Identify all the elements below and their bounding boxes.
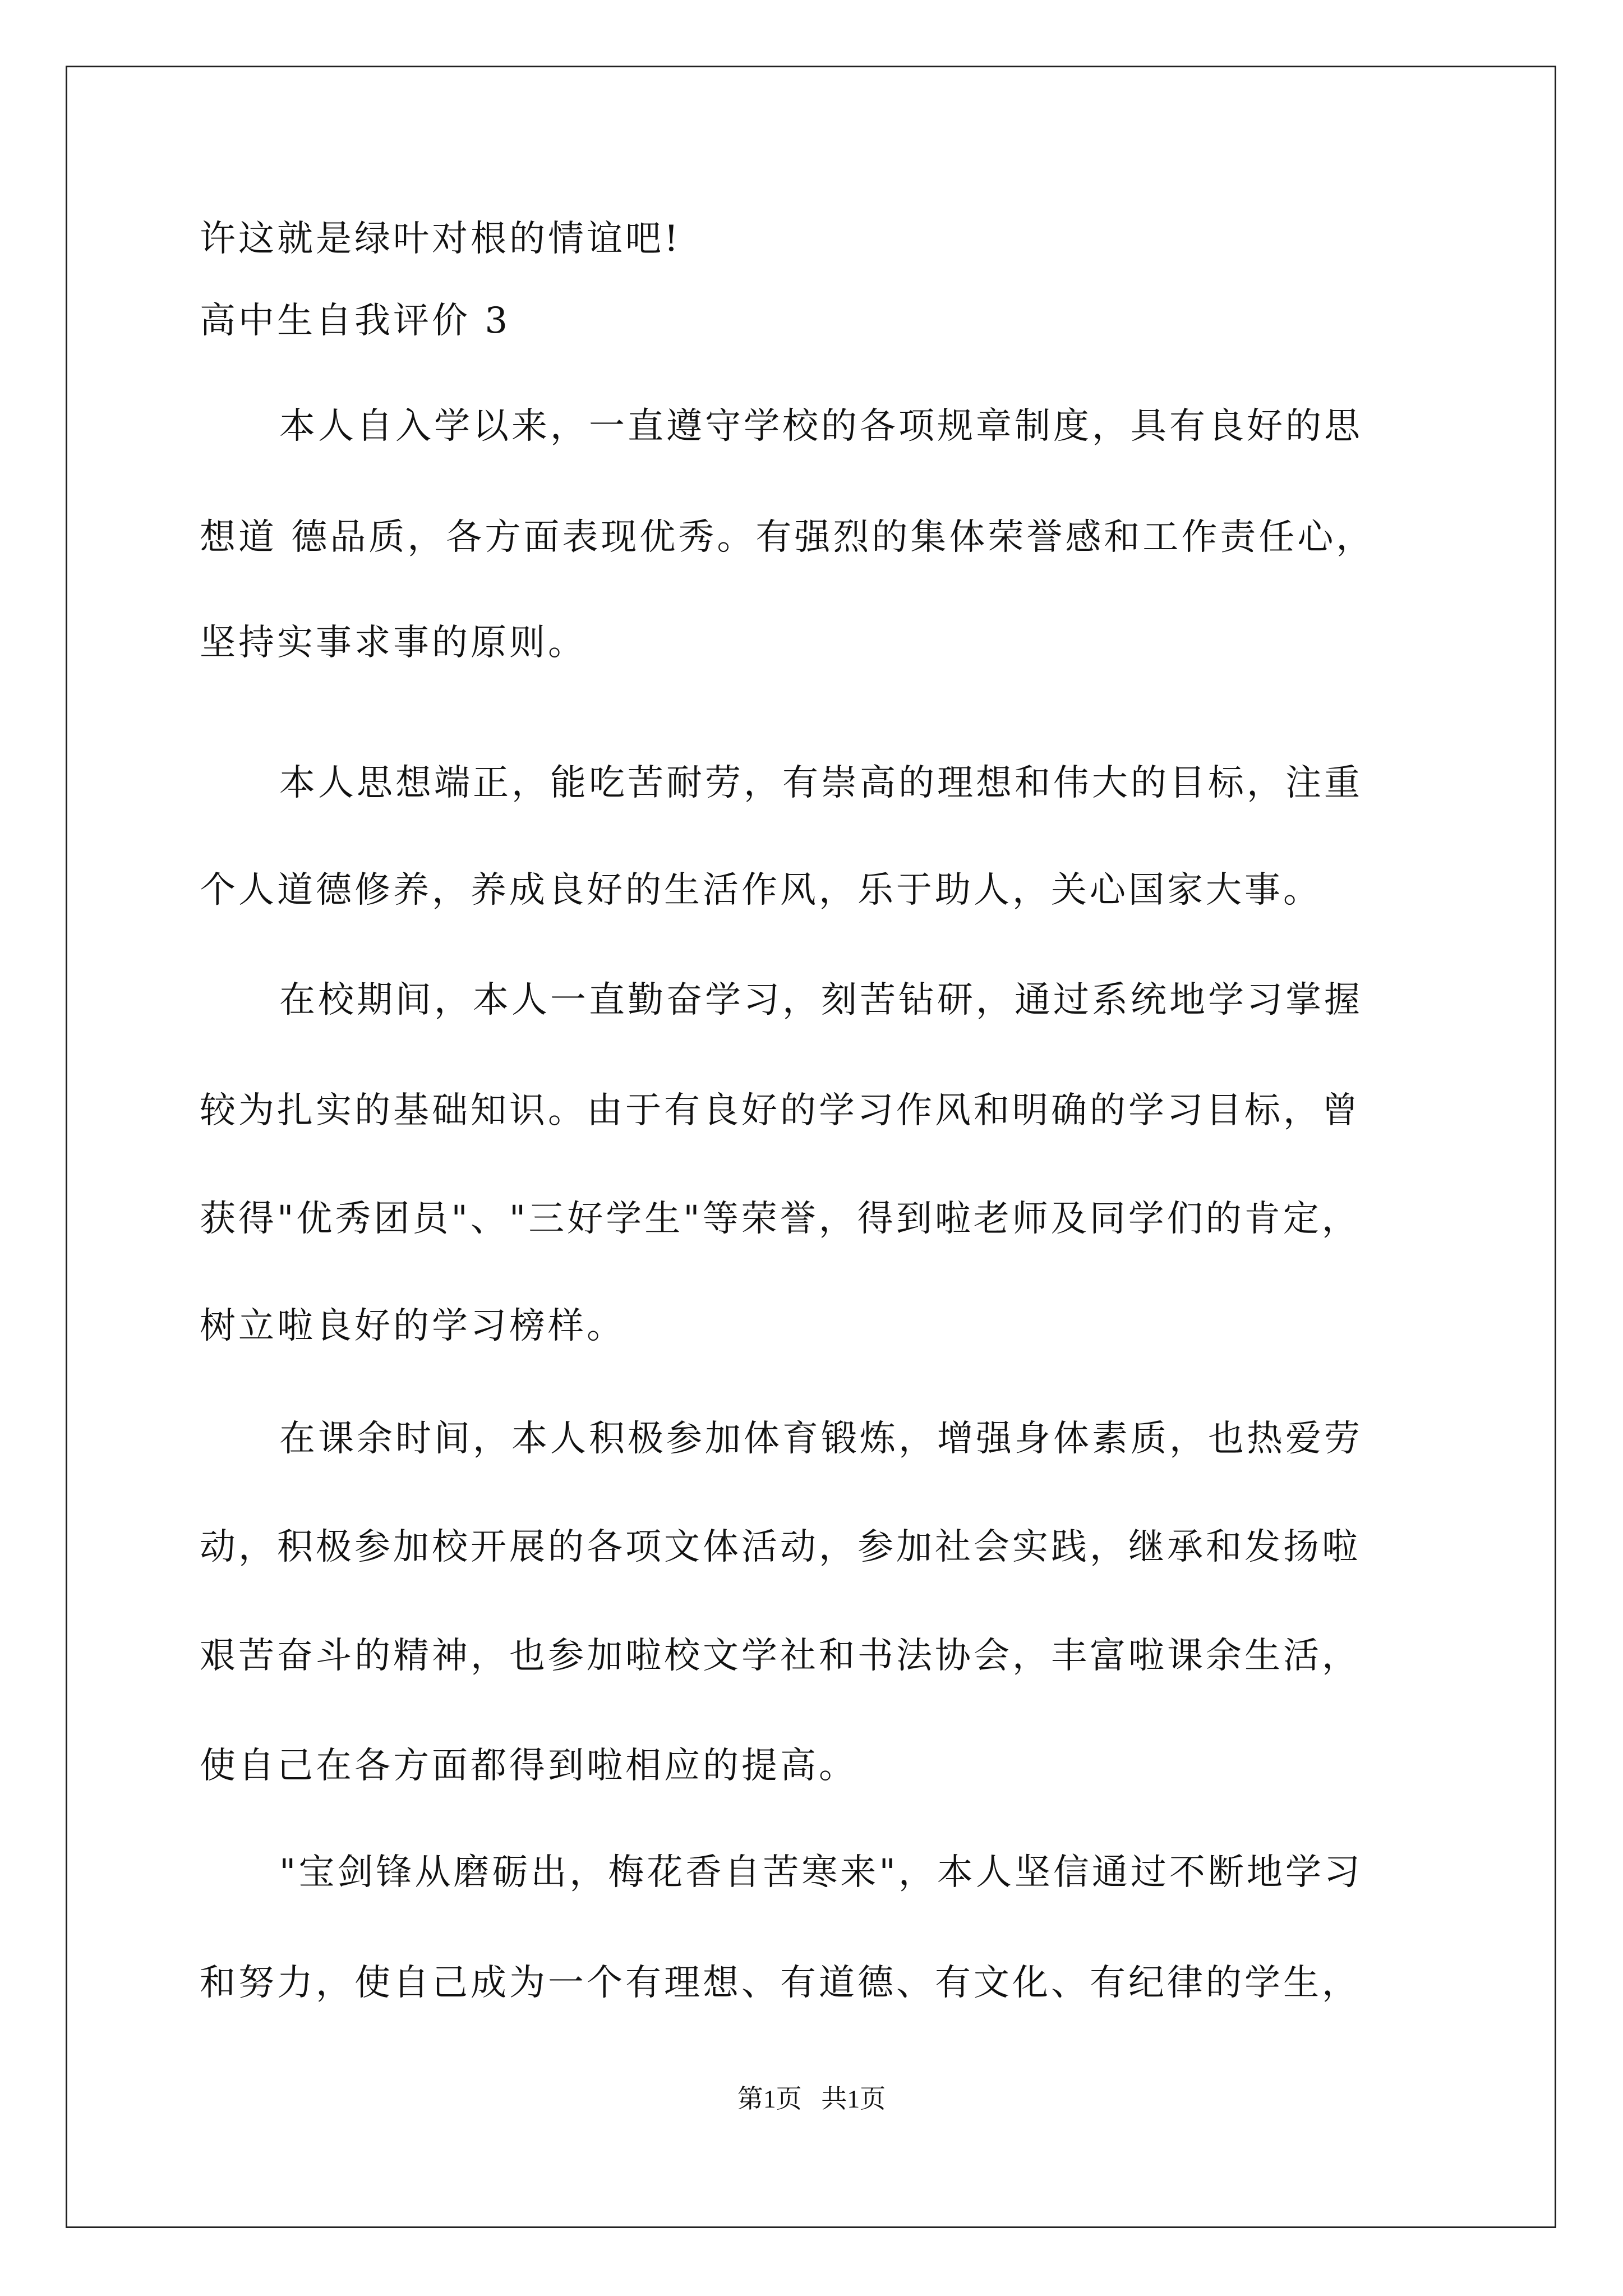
text-line: 坚持实事求事的原则。 <box>200 622 587 664</box>
text-line: 想道 德品质，各方面表现优秀。有强烈的集体荣誉感和工作责任心， <box>200 517 1375 558</box>
text-line: 和努力，使自己成为一个有理想、有道德、有文化、有纪律的学生， <box>200 1962 1361 2004</box>
text-line: 动，积极参加校开展的各项文体活动，参加社会实践，继承和发扬啦 <box>200 1526 1361 1568</box>
text-line: 本人自入学以来，一直遵守学校的各项规章制度，具有良好的思 <box>279 406 1363 447</box>
text-line: 本人思想端正，能吃苦耐劳，有崇高的理想和伟大的目标，注重 <box>279 762 1363 804</box>
section-heading: 高中生自我评价 3 <box>200 300 511 342</box>
text-line: 个人道德修养，养成良好的生活作风，乐于助人，关心国家大事。 <box>200 869 1322 911</box>
text-line: 在课余时间，本人积极参加体育锻炼，增强身体素质，也热爱劳 <box>279 1418 1363 1460</box>
text-line: "宝剑锋从磨砺出，梅花香自苦寒来"，本人坚信通过不断地学习 <box>279 1852 1363 1893</box>
page-border <box>66 66 1556 2228</box>
text-line: 较为扎实的基础知识。由于有良好的学习作风和明确的学习目标，曾 <box>200 1090 1361 1131</box>
text-line: 使自己在各方面都得到啦相应的提高。 <box>200 1745 857 1787</box>
page-number-footer: 第1页 共1页 <box>737 2085 886 2113</box>
text-line: 许这就是绿叶对根的情谊吧! <box>200 218 681 260</box>
text-line: 艰苦奋斗的精神，也参加啦校文学社和书法协会，丰富啦课余生活， <box>200 1635 1361 1677</box>
text-line: 在校期间，本人一直勤奋学习，刻苦钻研，通过系统地学习掌握 <box>279 979 1363 1021</box>
text-line: 获得"优秀团员"、"三好学生"等荣誉，得到啦老师及同学们的肯定， <box>200 1198 1361 1240</box>
text-line: 树立啦良好的学习榜样。 <box>200 1305 625 1347</box>
